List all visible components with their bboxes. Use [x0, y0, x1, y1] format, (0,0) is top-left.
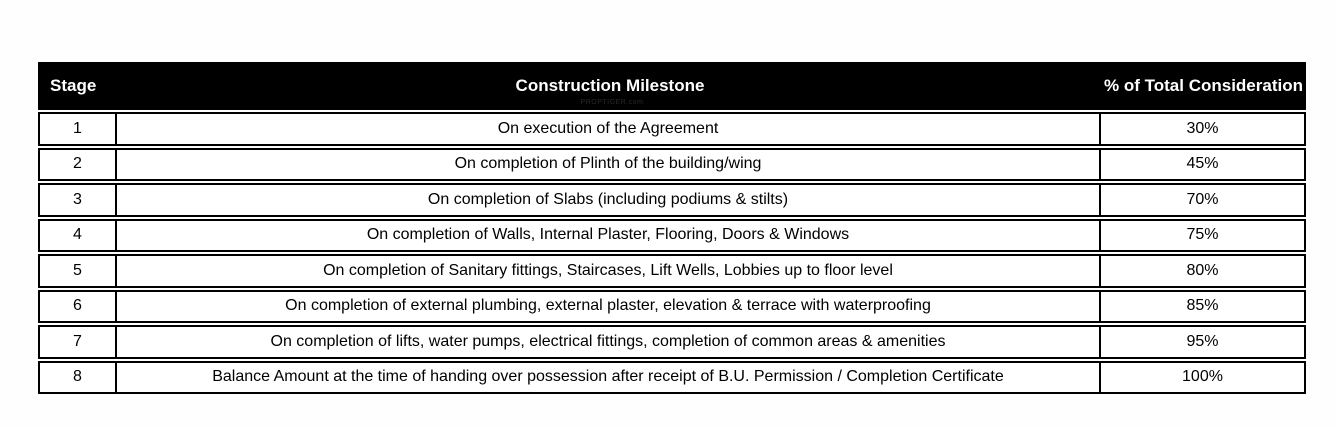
stage-cell: 2	[40, 150, 117, 180]
watermark: PROPTIGER.com	[580, 99, 644, 106]
milestone-cell: On completion of external plumbing, external plaster, elevation & terrace with waterproofing	[117, 292, 1101, 322]
table-row	[38, 290, 1306, 324]
milestone-cell: On completion of lifts, water pumps, electrical fittings, completion of common areas & amenities	[117, 327, 1101, 357]
percent-cell: 80%	[1186, 261, 1219, 279]
milestone-cell: On completion of Slabs (including podiums & stilts)	[117, 185, 1101, 215]
milestone-cell: On completion of Plinth of the building/wing	[117, 150, 1101, 180]
percent-cell: 70%	[1186, 190, 1219, 208]
column-header-percent-of-total-consideration: % of Total Consideration	[1104, 76, 1303, 95]
table-row	[38, 254, 1306, 288]
column-header-construction-milestone: Construction Milestone	[515, 76, 705, 95]
milestone-cell: On completion of Walls, Internal Plaster, Flooring, Doors & Windows	[117, 221, 1101, 251]
percent-cell: 45%	[1186, 155, 1219, 173]
stage-cell: 6	[40, 292, 117, 322]
table-row	[38, 112, 1306, 146]
percent-cell: 95%	[1186, 332, 1219, 350]
percent-cell: 75%	[1186, 226, 1219, 244]
percent-cell: 100%	[1182, 368, 1223, 386]
table-row	[38, 325, 1306, 359]
table-body	[38, 112, 1306, 394]
stage-cell: 1	[40, 114, 117, 144]
stage-cell: 8	[40, 363, 117, 393]
table-row	[38, 148, 1306, 182]
stage-cell: 5	[40, 256, 117, 286]
table-header-row	[38, 62, 1306, 110]
stage-cell: 4	[40, 221, 117, 251]
milestone-cell: On execution of the Agreement	[117, 114, 1101, 144]
percent-cell: 30%	[1186, 119, 1219, 137]
table-row	[38, 183, 1306, 217]
stage-cell: 7	[40, 327, 117, 357]
stage-cell: 3	[40, 185, 117, 215]
milestone-cell: On completion of Sanitary fittings, Staircases, Lift Wells, Lobbies up to floor level	[117, 256, 1101, 286]
milestone-cell: Balance Amount at the time of handing over possession after receipt of B.U. Permission / Completion Certificate	[117, 363, 1101, 393]
table-row	[38, 219, 1306, 253]
table-row	[38, 361, 1306, 395]
payment-schedule-table	[38, 62, 1306, 394]
column-header-stage: Stage	[50, 76, 97, 95]
percent-cell: 85%	[1186, 297, 1219, 315]
